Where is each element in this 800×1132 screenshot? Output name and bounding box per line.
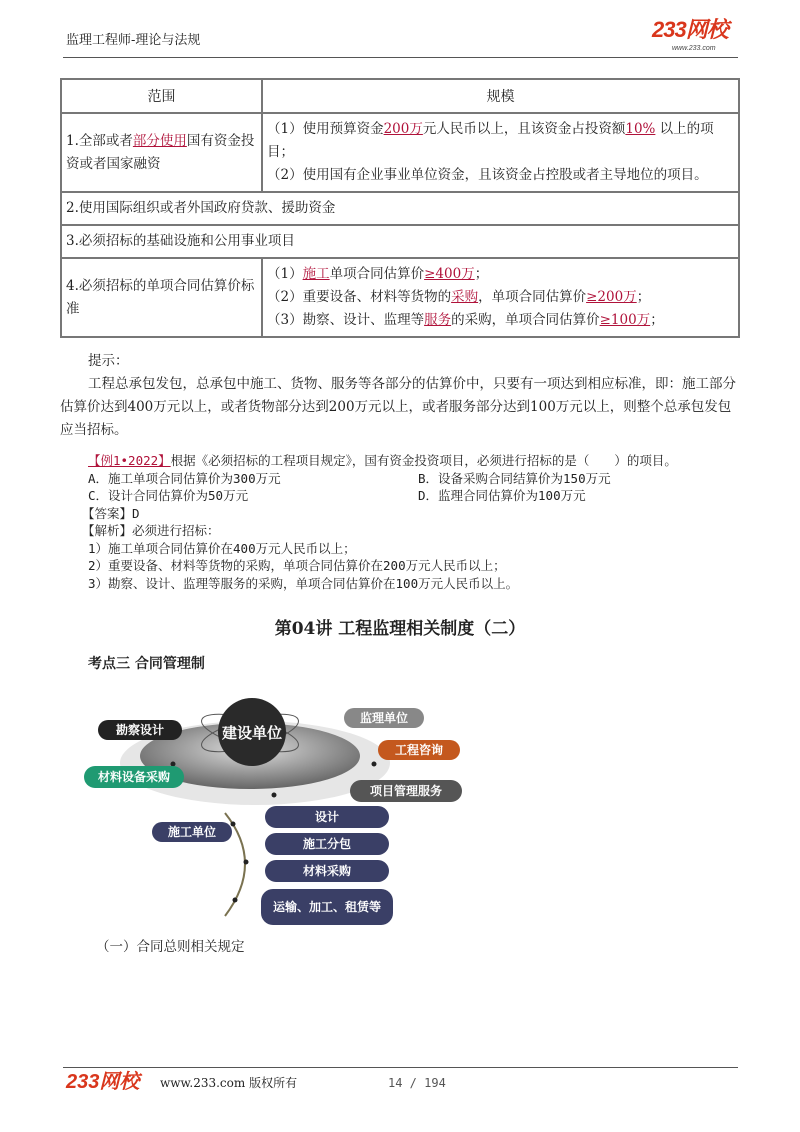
scale-line [267, 263, 734, 286]
scope-table [60, 78, 740, 338]
node-project-management: 项目管理服务 [350, 780, 462, 802]
scale-line [267, 118, 734, 164]
page-number: 14 / 194 [388, 1076, 446, 1090]
highlighted-text: 部分使用 [132, 132, 187, 149]
table-row [61, 258, 739, 337]
table-row [61, 225, 739, 258]
node-material-procurement: 材料设备采购 [84, 766, 184, 788]
table-row [61, 192, 739, 225]
example-question [60, 452, 750, 592]
brand-logo-url: www.233.com [672, 45, 716, 52]
scale-line [267, 309, 734, 332]
footer-logo: 233网校 [66, 1071, 140, 1093]
question-text: 根据《必须招标的工程项目规定》，国有资金投资项目，必须进行招标的是（ ）的项目。 [170, 453, 677, 468]
node-transport: 运输、加工、租赁等 [261, 889, 393, 925]
tip-block [60, 350, 740, 442]
answer: 【答案】D [82, 505, 140, 521]
text-segment: （1）使用预算资金 [267, 121, 384, 137]
scale-line [267, 164, 734, 187]
footer-copyright: www.233.com 版权所有 [160, 1076, 298, 1090]
text-segment: ； [650, 312, 664, 328]
column-header: 规模 [262, 79, 739, 113]
highlighted-text: 200万 [383, 121, 423, 137]
node-design: 设计 [265, 806, 389, 828]
text-segment: ，单项合同估算价 [478, 289, 587, 305]
option-a: A．施工单项合同估算价为300万元 [88, 470, 281, 486]
highlighted-text: 施工 [302, 266, 330, 282]
text-segment: （1） [267, 266, 303, 282]
text-segment: 以上的项目； [267, 121, 714, 160]
highlighted-text: 采购 [451, 289, 479, 305]
table-row [61, 113, 739, 192]
node-consulting: 工程咨询 [378, 740, 460, 760]
text-segment: 1.全部或者 [66, 132, 133, 149]
highlighted-text: ≥400万 [424, 266, 475, 282]
text-segment: 元人民币以上，且该资金占投资额 [422, 121, 626, 137]
tip-body: 工程总承包发包，总承包中施工、货物、服务等各部分的估算价中，只要有一项达到相应标准，即：施工部分估算价达到400万元以上，或者货物部分达到200万元以上，或者服务部分达到100万元以上，则整个总承包发包应当招标。 [60, 376, 736, 438]
column-header: 范围 [61, 79, 262, 113]
highlighted-text: 10% [625, 121, 656, 137]
full-row-cell: 3.必须招标的基础设施和公用事业项目 [61, 225, 739, 258]
text-segment: 国有资金投资或者国家融资 [66, 132, 255, 172]
center-node-label: 建设单位 [221, 723, 282, 742]
header-title: 监理工程师-理论与法规 [66, 33, 201, 48]
text-segment: 4.必须招标的单项合同估算价标准 [66, 277, 255, 317]
text-segment: 单项合同估算价 [329, 266, 425, 282]
lecture-title: 第04讲 工程监理相关制度（二） [274, 619, 526, 639]
text-segment: ； [636, 289, 651, 305]
analysis-item: 2）重要设备、材料等货物的采购，单项合同估算价在200万元人民币以上； [88, 558, 506, 573]
node-supervision: 监理单位 [344, 708, 424, 728]
node-survey-design: 勘察设计 [98, 720, 182, 740]
highlighted-text: ≥200万 [586, 289, 637, 305]
scope-cell [61, 258, 262, 337]
header-divider [63, 57, 738, 58]
text-segment: ； [474, 266, 489, 282]
analysis-label: 【解析】必须进行招标： [82, 523, 220, 538]
text-segment: （2）重要设备、材料等货物的 [267, 289, 452, 305]
scale-cell [262, 258, 739, 337]
keypoint-heading: 考点三 合同管理制 [88, 656, 205, 672]
text-segment: （3）勘察、设计、监理等 [267, 312, 425, 328]
scale-line [267, 286, 734, 309]
option-c: C．设计合同估算价为50万元 [88, 488, 249, 503]
scale-cell [262, 113, 739, 192]
node-subcontract: 施工分包 [265, 833, 389, 855]
node-purchase: 材料采购 [265, 860, 389, 882]
example-tag: 【例1•2022】 [88, 453, 171, 468]
highlighted-text: 服务 [424, 312, 452, 328]
option-b: B．设备采购合同结算价为150万元 [418, 470, 611, 486]
full-row-cell: 2.使用国际组织或者外国政府贷款、援助资金 [61, 192, 739, 225]
analysis-item: 1）施工单项合同估算价在400万元人民币以上； [88, 540, 356, 556]
tip-label: 提示： [88, 353, 129, 369]
main-content [60, 78, 740, 957]
text-segment: （2）使用国有企业事业单位资金，且该资金占控股或者主导地位的项目。 [267, 167, 708, 183]
node-contractor: 施工单位 [152, 822, 232, 842]
brand-logo: 233网校 [652, 17, 728, 42]
footer-divider [63, 1067, 738, 1068]
highlighted-text: ≥100万 [599, 312, 651, 328]
analysis-item: 3）勘察、设计、监理等服务的采购，单项合同估算价在100万元人民币以上。 [88, 575, 519, 591]
contract-diagram [80, 688, 480, 933]
subheading: （一）合同总则相关规定 [96, 939, 245, 955]
text-segment: 的采购，单项合同估算价 [451, 312, 600, 328]
scope-cell [61, 113, 262, 192]
option-d: D．监理合同估算价为100万元 [418, 488, 586, 503]
